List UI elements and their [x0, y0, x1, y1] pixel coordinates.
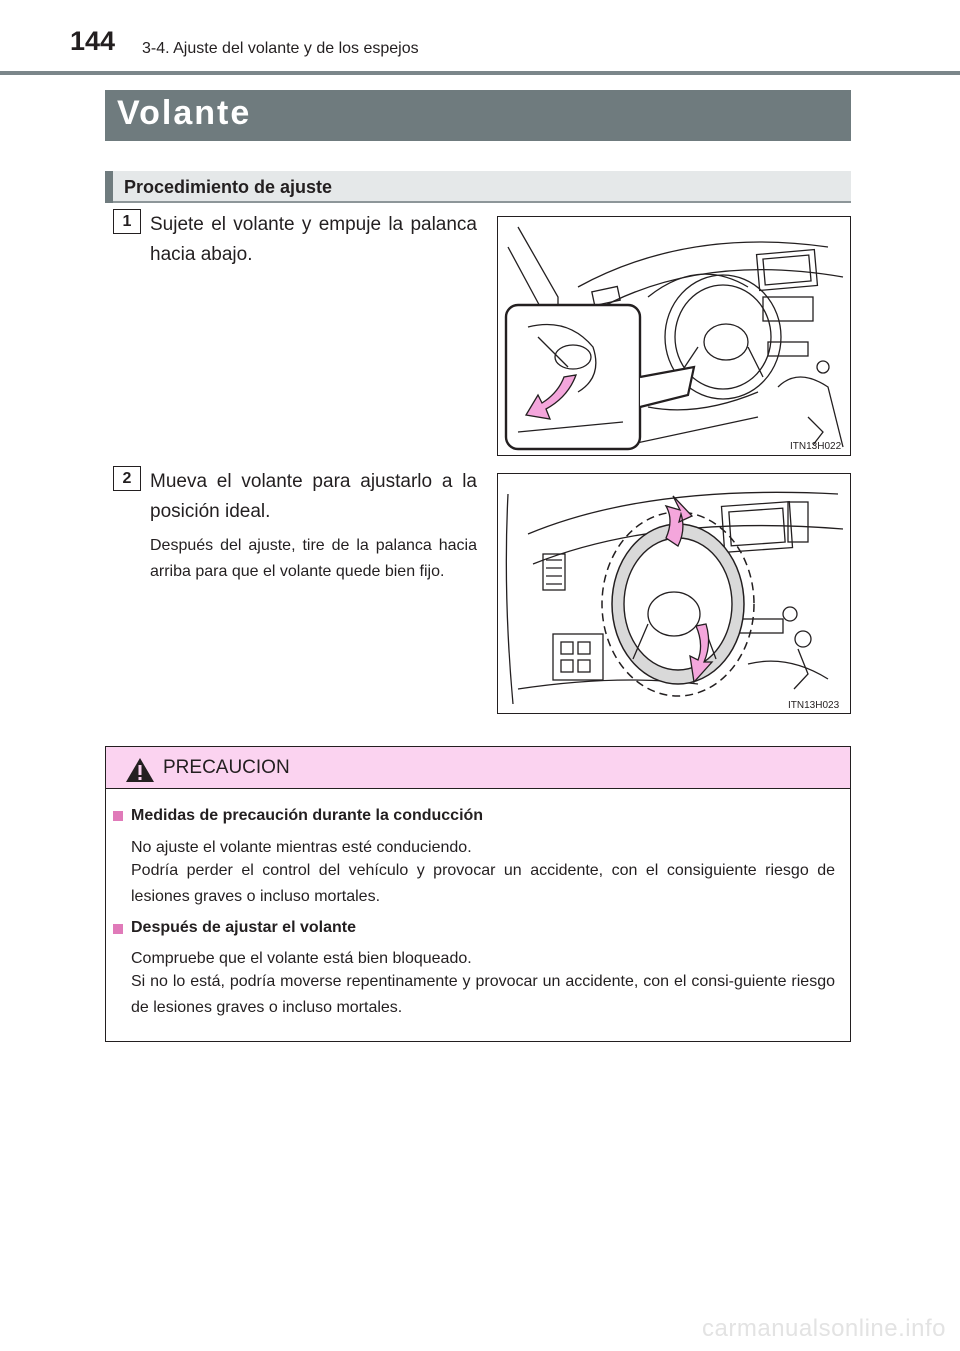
chapter-title: 3-4. Ajuste del volante y de los espejos — [142, 40, 419, 57]
caution-title: PRECAUCION — [163, 757, 290, 778]
caution-text-2b: Si no lo está, podría moverse repentinamente y provocar un accidente, con el consi-guiente riesgo de lesiones graves o incluso mortales. — [131, 973, 835, 1016]
page-number: 144 — [70, 26, 116, 56]
step-note-2: Después del ajuste, tire de la palanca hacia arriba para que el volante quede bien fijo. — [150, 537, 477, 580]
watermark: carmanualsonline.info — [702, 1315, 946, 1342]
figure-lever-push-down — [497, 216, 851, 456]
section-title: Volante — [117, 94, 252, 132]
step-text-2: Mueva el volante para ajustarlo a la posición ideal. — [150, 471, 477, 522]
figure-code-2: ITN13H023 — [788, 700, 840, 711]
step-number-2: 2 — [113, 466, 141, 491]
dashboard-illustration-1 — [498, 217, 850, 455]
subsection-accent — [105, 171, 113, 203]
warning-icon — [124, 756, 156, 784]
dashboard-illustration-2 — [498, 474, 850, 713]
figure-wheel-adjust — [497, 473, 851, 714]
header-rule — [0, 71, 960, 75]
figure-code-1: ITN13H022 — [790, 441, 842, 452]
caution-heading-2: Después de ajustar el volante — [131, 919, 356, 936]
bullet-square-1 — [113, 811, 123, 821]
step-text-1: Sujete el volante y empuje la palanca hacia abajo. — [150, 214, 477, 265]
caution-text-2a: Compruebe que el volante está bien bloqueado. — [131, 950, 472, 967]
subsection-title: Procedimiento de ajuste — [124, 177, 333, 197]
bullet-square-2 — [113, 924, 123, 934]
caution-text-1a: No ajuste el volante mientras esté conduciendo. — [131, 839, 472, 856]
caution-heading-1: Medidas de precaución durante la conducción — [131, 807, 484, 824]
step-number-1: 1 — [113, 209, 141, 234]
caution-text-1b: Podría perder el control del vehículo y provocar un accidente, con el consiguiente riesgo de lesiones graves o incluso mortales. — [131, 862, 835, 905]
